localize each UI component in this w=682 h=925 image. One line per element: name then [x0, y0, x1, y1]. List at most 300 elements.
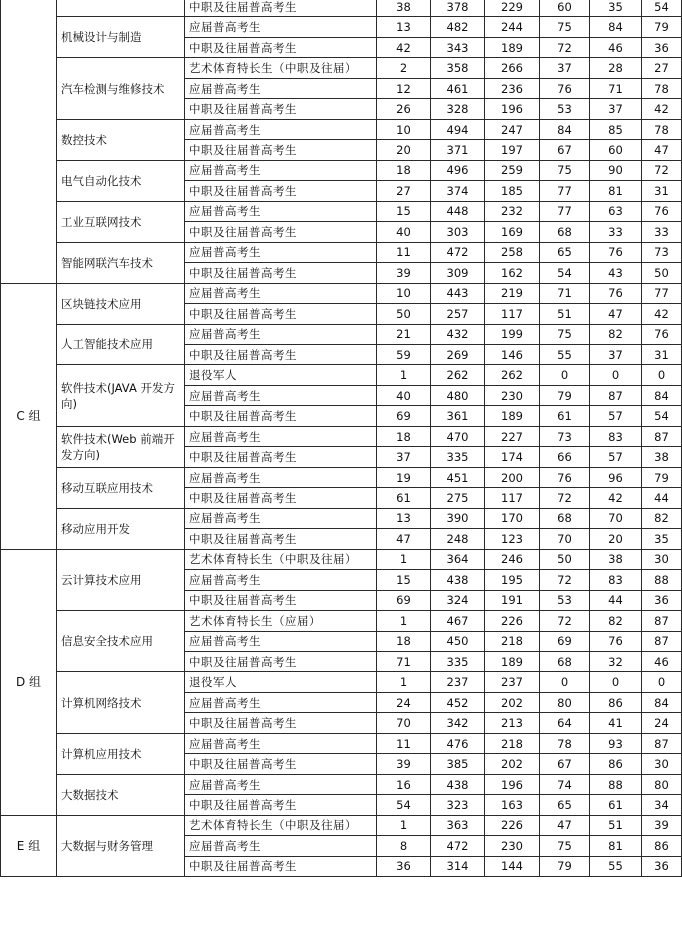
max-score-cell: 472	[431, 242, 485, 262]
math-score-cell: 86	[590, 692, 642, 712]
count-cell: 50	[377, 304, 431, 324]
major-name-cell: 软件技术(JAVA 开发方向)	[57, 365, 185, 426]
candidate-type-cell: 中职及往届普高考生	[185, 263, 377, 283]
english-score-cell: 36	[642, 590, 682, 610]
table-row	[1, 467, 682, 487]
english-score-cell: 76	[642, 324, 682, 344]
count-cell: 18	[377, 160, 431, 180]
min-score-cell: 219	[485, 283, 540, 303]
max-score-cell: 448	[431, 201, 485, 221]
math-score-cell: 44	[590, 590, 642, 610]
min-score-cell: 244	[485, 17, 540, 37]
group-cell: C 组	[1, 283, 57, 549]
max-score-cell: 269	[431, 344, 485, 364]
max-score-cell: 461	[431, 78, 485, 98]
math-score-cell: 83	[590, 426, 642, 446]
count-cell: 12	[377, 78, 431, 98]
chinese-score-cell: 84	[540, 119, 590, 139]
group-cell: D 组	[1, 549, 57, 815]
math-score-cell: 71	[590, 78, 642, 98]
max-score-cell: 450	[431, 631, 485, 651]
chinese-score-cell: 80	[540, 692, 590, 712]
candidate-type-cell: 中职及往届普高考生	[185, 447, 377, 467]
max-score-cell: 470	[431, 426, 485, 446]
max-score-cell: 358	[431, 58, 485, 78]
min-score-cell: 236	[485, 78, 540, 98]
chinese-score-cell: 68	[540, 508, 590, 528]
english-score-cell: 87	[642, 426, 682, 446]
table-row	[1, 0, 682, 17]
candidate-type-cell: 应届普高考生	[185, 283, 377, 303]
english-score-cell: 30	[642, 549, 682, 569]
chinese-score-cell: 76	[540, 78, 590, 98]
candidate-type-cell: 中职及往届普高考生	[185, 222, 377, 242]
count-cell: 1	[377, 611, 431, 631]
english-score-cell: 42	[642, 99, 682, 119]
min-score-cell: 226	[485, 815, 540, 835]
min-score-cell: 197	[485, 140, 540, 160]
table-row	[1, 119, 682, 139]
english-score-cell: 38	[642, 447, 682, 467]
english-score-cell: 39	[642, 815, 682, 835]
major-name-cell: 区块链技术应用	[57, 283, 185, 324]
math-score-cell: 86	[590, 754, 642, 774]
min-score-cell: 213	[485, 713, 540, 733]
max-score-cell: 438	[431, 774, 485, 794]
max-score-cell: 472	[431, 836, 485, 856]
chinese-score-cell: 72	[540, 488, 590, 508]
candidate-type-cell: 中职及往届普高考生	[185, 406, 377, 426]
math-score-cell: 93	[590, 733, 642, 753]
chinese-score-cell: 64	[540, 713, 590, 733]
candidate-type-cell: 艺术体育特长生（中职及往届）	[185, 549, 377, 569]
chinese-score-cell: 66	[540, 447, 590, 467]
min-score-cell: 229	[485, 0, 540, 17]
english-score-cell: 82	[642, 508, 682, 528]
math-score-cell: 37	[590, 344, 642, 364]
count-cell: 2	[377, 58, 431, 78]
chinese-score-cell: 54	[540, 263, 590, 283]
max-score-cell: 248	[431, 529, 485, 549]
max-score-cell: 361	[431, 406, 485, 426]
count-cell: 1	[377, 365, 431, 385]
min-score-cell: 123	[485, 529, 540, 549]
min-score-cell: 262	[485, 365, 540, 385]
candidate-type-cell: 中职及往届普高考生	[185, 304, 377, 324]
max-score-cell: 324	[431, 590, 485, 610]
table-body	[1, 0, 682, 877]
count-cell: 69	[377, 590, 431, 610]
major-name-cell: 机械设计与制造	[57, 17, 185, 58]
min-score-cell: 195	[485, 570, 540, 590]
candidate-type-cell: 应届普高考生	[185, 631, 377, 651]
max-score-cell: 378	[431, 0, 485, 17]
table-row	[1, 58, 682, 78]
group-cell	[1, 0, 57, 283]
count-cell: 27	[377, 181, 431, 201]
math-score-cell: 84	[590, 17, 642, 37]
max-score-cell: 328	[431, 99, 485, 119]
english-score-cell: 24	[642, 713, 682, 733]
max-score-cell: 323	[431, 795, 485, 815]
candidate-type-cell: 应届普高考生	[185, 324, 377, 344]
max-score-cell: 257	[431, 304, 485, 324]
english-score-cell: 88	[642, 570, 682, 590]
table-row	[1, 160, 682, 180]
math-score-cell: 57	[590, 447, 642, 467]
major-name-cell: 计算机网络技术	[57, 672, 185, 733]
min-score-cell: 146	[485, 344, 540, 364]
math-score-cell: 82	[590, 611, 642, 631]
english-score-cell: 44	[642, 488, 682, 508]
english-score-cell: 30	[642, 754, 682, 774]
chinese-score-cell: 72	[540, 37, 590, 57]
math-score-cell: 35	[590, 0, 642, 17]
candidate-type-cell: 应届普高考生	[185, 836, 377, 856]
min-score-cell: 202	[485, 692, 540, 712]
major-name-cell: 智能网联汽车技术	[57, 242, 185, 283]
max-score-cell: 309	[431, 263, 485, 283]
count-cell: 37	[377, 447, 431, 467]
chinese-score-cell: 37	[540, 58, 590, 78]
candidate-type-cell: 应届普高考生	[185, 467, 377, 487]
english-score-cell: 79	[642, 17, 682, 37]
max-score-cell: 335	[431, 652, 485, 672]
chinese-score-cell: 55	[540, 344, 590, 364]
min-score-cell: 227	[485, 426, 540, 446]
min-score-cell: 259	[485, 160, 540, 180]
english-score-cell: 77	[642, 283, 682, 303]
chinese-score-cell: 0	[540, 365, 590, 385]
english-score-cell: 78	[642, 119, 682, 139]
table-row	[1, 815, 682, 835]
candidate-type-cell: 中职及往届普高考生	[185, 488, 377, 508]
candidate-type-cell: 应届普高考生	[185, 160, 377, 180]
candidate-type-cell: 退役军人	[185, 672, 377, 692]
major-name-cell: 数控技术	[57, 119, 185, 160]
candidate-type-cell: 艺术体育特长生（应届）	[185, 611, 377, 631]
math-score-cell: 0	[590, 365, 642, 385]
min-score-cell: 218	[485, 733, 540, 753]
chinese-score-cell: 69	[540, 631, 590, 651]
english-score-cell: 79	[642, 467, 682, 487]
candidate-type-cell: 艺术体育特长生（中职及往届）	[185, 58, 377, 78]
math-score-cell: 51	[590, 815, 642, 835]
math-score-cell: 55	[590, 856, 642, 876]
min-score-cell: 163	[485, 795, 540, 815]
major-name-cell: 移动应用开发	[57, 508, 185, 549]
count-cell: 26	[377, 99, 431, 119]
chinese-score-cell: 53	[540, 99, 590, 119]
major-name-cell: 人工智能技术应用	[57, 324, 185, 365]
max-score-cell: 476	[431, 733, 485, 753]
candidate-type-cell: 应届普高考生	[185, 508, 377, 528]
english-score-cell: 36	[642, 37, 682, 57]
min-score-cell: 196	[485, 774, 540, 794]
max-score-cell: 303	[431, 222, 485, 242]
math-score-cell: 82	[590, 324, 642, 344]
english-score-cell: 46	[642, 652, 682, 672]
min-score-cell: 226	[485, 611, 540, 631]
table-row	[1, 733, 682, 753]
chinese-score-cell: 0	[540, 672, 590, 692]
chinese-score-cell: 65	[540, 795, 590, 815]
max-score-cell: 314	[431, 856, 485, 876]
chinese-score-cell: 77	[540, 201, 590, 221]
major-name-cell: 汽车检测与维修技术	[57, 58, 185, 119]
english-score-cell: 35	[642, 529, 682, 549]
english-score-cell: 31	[642, 181, 682, 201]
max-score-cell: 237	[431, 672, 485, 692]
math-score-cell: 87	[590, 385, 642, 405]
min-score-cell: 202	[485, 754, 540, 774]
math-score-cell: 81	[590, 181, 642, 201]
english-score-cell: 54	[642, 406, 682, 426]
table-row	[1, 774, 682, 794]
chinese-score-cell: 74	[540, 774, 590, 794]
max-score-cell: 275	[431, 488, 485, 508]
min-score-cell: 266	[485, 58, 540, 78]
math-score-cell: 76	[590, 283, 642, 303]
math-score-cell: 0	[590, 672, 642, 692]
candidate-type-cell: 中职及往届普高考生	[185, 795, 377, 815]
table-row	[1, 242, 682, 262]
english-score-cell: 78	[642, 78, 682, 98]
chinese-score-cell: 75	[540, 324, 590, 344]
english-score-cell: 87	[642, 611, 682, 631]
math-score-cell: 43	[590, 263, 642, 283]
count-cell: 11	[377, 733, 431, 753]
english-score-cell: 50	[642, 263, 682, 283]
max-score-cell: 451	[431, 467, 485, 487]
candidate-type-cell: 中职及往届普高考生	[185, 856, 377, 876]
chinese-score-cell: 68	[540, 222, 590, 242]
max-score-cell: 443	[431, 283, 485, 303]
candidate-type-cell: 应届普高考生	[185, 201, 377, 221]
count-cell: 38	[377, 0, 431, 17]
math-score-cell: 57	[590, 406, 642, 426]
chinese-score-cell: 51	[540, 304, 590, 324]
english-score-cell: 31	[642, 344, 682, 364]
chinese-score-cell: 75	[540, 160, 590, 180]
max-score-cell: 432	[431, 324, 485, 344]
max-score-cell: 262	[431, 365, 485, 385]
english-score-cell: 27	[642, 58, 682, 78]
chinese-score-cell: 79	[540, 385, 590, 405]
max-score-cell: 494	[431, 119, 485, 139]
candidate-type-cell: 应届普高考生	[185, 774, 377, 794]
count-cell: 8	[377, 836, 431, 856]
candidate-type-cell: 中职及往届普高考生	[185, 529, 377, 549]
candidate-type-cell: 中职及往届普高考生	[185, 754, 377, 774]
count-cell: 61	[377, 488, 431, 508]
candidate-type-cell: 应届普高考生	[185, 78, 377, 98]
min-score-cell: 169	[485, 222, 540, 242]
candidate-type-cell: 退役军人	[185, 365, 377, 385]
max-score-cell: 363	[431, 815, 485, 835]
english-score-cell: 47	[642, 140, 682, 160]
max-score-cell: 364	[431, 549, 485, 569]
min-score-cell: 247	[485, 119, 540, 139]
candidate-type-cell: 中职及往届普高考生	[185, 652, 377, 672]
table-row	[1, 549, 682, 569]
candidate-type-cell: 艺术体育特长生（中职及往届）	[185, 815, 377, 835]
math-score-cell: 70	[590, 508, 642, 528]
min-score-cell: 117	[485, 304, 540, 324]
english-score-cell: 76	[642, 201, 682, 221]
max-score-cell: 374	[431, 181, 485, 201]
table-row	[1, 283, 682, 303]
math-score-cell: 60	[590, 140, 642, 160]
chinese-score-cell: 70	[540, 529, 590, 549]
min-score-cell: 218	[485, 631, 540, 651]
chinese-score-cell: 50	[540, 549, 590, 569]
candidate-type-cell: 中职及往届普高考生	[185, 140, 377, 160]
min-score-cell: 117	[485, 488, 540, 508]
math-score-cell: 33	[590, 222, 642, 242]
count-cell: 10	[377, 283, 431, 303]
math-score-cell: 41	[590, 713, 642, 733]
min-score-cell: 237	[485, 672, 540, 692]
math-score-cell: 96	[590, 467, 642, 487]
major-name-cell: 软件技术(Web 前端开发方向)	[57, 426, 185, 467]
candidate-type-cell: 中职及往届普高考生	[185, 37, 377, 57]
min-score-cell: 189	[485, 37, 540, 57]
count-cell: 1	[377, 549, 431, 569]
min-score-cell: 162	[485, 263, 540, 283]
candidate-type-cell: 中职及往届普高考生	[185, 99, 377, 119]
min-score-cell: 185	[485, 181, 540, 201]
candidate-type-cell: 应届普高考生	[185, 17, 377, 37]
math-score-cell: 47	[590, 304, 642, 324]
chinese-score-cell: 79	[540, 856, 590, 876]
max-score-cell: 452	[431, 692, 485, 712]
count-cell: 59	[377, 344, 431, 364]
math-score-cell: 28	[590, 58, 642, 78]
count-cell: 36	[377, 856, 431, 876]
chinese-score-cell: 72	[540, 611, 590, 631]
max-score-cell: 335	[431, 447, 485, 467]
count-cell: 13	[377, 508, 431, 528]
english-score-cell: 84	[642, 385, 682, 405]
major-name-cell: 电气自动化技术	[57, 160, 185, 201]
min-score-cell: 232	[485, 201, 540, 221]
math-score-cell: 42	[590, 488, 642, 508]
max-score-cell: 385	[431, 754, 485, 774]
count-cell: 42	[377, 37, 431, 57]
math-score-cell: 38	[590, 549, 642, 569]
math-score-cell: 63	[590, 201, 642, 221]
english-score-cell: 0	[642, 365, 682, 385]
min-score-cell: 258	[485, 242, 540, 262]
min-score-cell: 246	[485, 549, 540, 569]
math-score-cell: 37	[590, 99, 642, 119]
major-name-cell: 云计算技术应用	[57, 549, 185, 610]
chinese-score-cell: 67	[540, 754, 590, 774]
count-cell: 20	[377, 140, 431, 160]
max-score-cell: 390	[431, 508, 485, 528]
candidate-type-cell: 中职及往届普高考生	[185, 181, 377, 201]
count-cell: 15	[377, 570, 431, 590]
min-score-cell: 170	[485, 508, 540, 528]
min-score-cell: 196	[485, 99, 540, 119]
min-score-cell: 189	[485, 652, 540, 672]
max-score-cell: 438	[431, 570, 485, 590]
math-score-cell: 76	[590, 631, 642, 651]
min-score-cell: 144	[485, 856, 540, 876]
english-score-cell: 54	[642, 0, 682, 17]
table-row	[1, 672, 682, 692]
chinese-score-cell: 68	[540, 652, 590, 672]
chinese-score-cell: 78	[540, 733, 590, 753]
max-score-cell: 467	[431, 611, 485, 631]
max-score-cell: 371	[431, 140, 485, 160]
chinese-score-cell: 77	[540, 181, 590, 201]
major-name-cell: 计算机应用技术	[57, 733, 185, 774]
english-score-cell: 86	[642, 836, 682, 856]
chinese-score-cell: 76	[540, 467, 590, 487]
candidate-type-cell: 应届普高考生	[185, 426, 377, 446]
count-cell: 21	[377, 324, 431, 344]
chinese-score-cell: 61	[540, 406, 590, 426]
chinese-score-cell: 53	[540, 590, 590, 610]
candidate-type-cell: 应届普高考生	[185, 119, 377, 139]
english-score-cell: 34	[642, 795, 682, 815]
max-score-cell: 496	[431, 160, 485, 180]
math-score-cell: 61	[590, 795, 642, 815]
min-score-cell: 199	[485, 324, 540, 344]
math-score-cell: 88	[590, 774, 642, 794]
count-cell: 10	[377, 119, 431, 139]
chinese-score-cell: 72	[540, 570, 590, 590]
min-score-cell: 174	[485, 447, 540, 467]
english-score-cell: 33	[642, 222, 682, 242]
major-name-cell: 大数据与财务管理	[57, 815, 185, 876]
math-score-cell: 20	[590, 529, 642, 549]
max-score-cell: 343	[431, 37, 485, 57]
english-score-cell: 84	[642, 692, 682, 712]
chinese-score-cell: 47	[540, 815, 590, 835]
chinese-score-cell: 73	[540, 426, 590, 446]
candidate-type-cell: 中职及往届普高考生	[185, 713, 377, 733]
max-score-cell: 480	[431, 385, 485, 405]
math-score-cell: 90	[590, 160, 642, 180]
major-name-cell: 信息安全技术应用	[57, 611, 185, 672]
max-score-cell: 482	[431, 17, 485, 37]
chinese-score-cell: 60	[540, 0, 590, 17]
candidate-type-cell: 中职及往届普高考生	[185, 0, 377, 17]
candidate-type-cell: 应届普高考生	[185, 692, 377, 712]
group-cell: E 组	[1, 815, 57, 876]
math-score-cell: 76	[590, 242, 642, 262]
english-score-cell: 80	[642, 774, 682, 794]
min-score-cell: 230	[485, 385, 540, 405]
english-score-cell: 42	[642, 304, 682, 324]
chinese-score-cell: 71	[540, 283, 590, 303]
min-score-cell: 189	[485, 406, 540, 426]
count-cell: 70	[377, 713, 431, 733]
major-name-cell	[57, 0, 185, 17]
count-cell: 1	[377, 672, 431, 692]
candidate-type-cell: 应届普高考生	[185, 570, 377, 590]
table-row	[1, 426, 682, 446]
min-score-cell: 200	[485, 467, 540, 487]
candidate-type-cell: 应届普高考生	[185, 242, 377, 262]
candidate-type-cell: 应届普高考生	[185, 733, 377, 753]
count-cell: 11	[377, 242, 431, 262]
count-cell: 15	[377, 201, 431, 221]
english-score-cell: 36	[642, 856, 682, 876]
